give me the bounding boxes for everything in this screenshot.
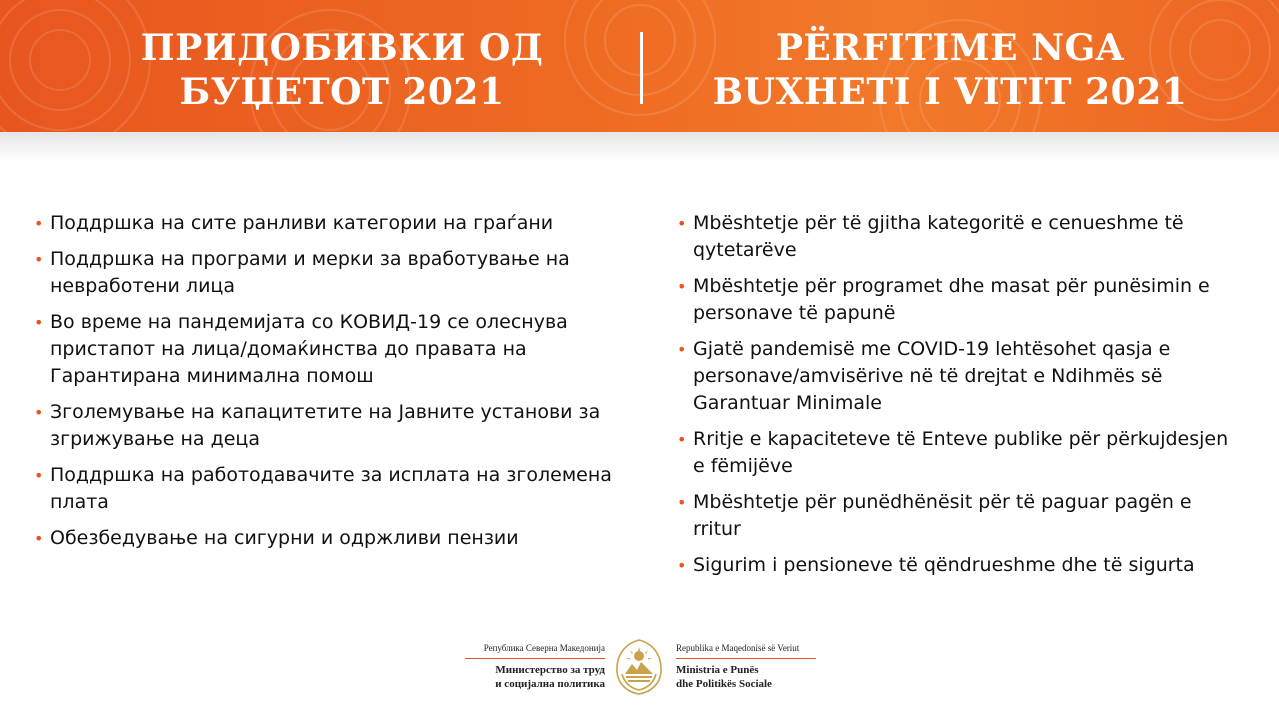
benefits-list-albanian [677, 210, 1237, 588]
bullet-icon: • [34, 250, 44, 269]
list-item-text: Gjatë pandemisë me COVID-19 lehtësohet qasja e personave/amvisërive në të drejtat e Ndihmës së Garantuar Minimale [693, 338, 1171, 414]
ministry-name-albanian [676, 642, 816, 691]
bullet-icon: • [677, 340, 687, 359]
list-item [34, 246, 614, 300]
list-item [34, 462, 614, 516]
list-item-text: Во време на пандемијата со КОВИД-19 се олеснува пристапот на лица/домаќинства до правата на Гарантирана минимална помош [50, 311, 568, 387]
bullet-icon: • [677, 430, 687, 449]
list-item [677, 426, 1237, 480]
ministry-name-macedonian [465, 642, 605, 691]
list-item-text: Зголемување на капацитетите на Јавните установи за згрижување на деца [50, 401, 601, 450]
bullet-icon: • [34, 466, 44, 485]
list-item [677, 489, 1237, 543]
list-item [677, 210, 1237, 264]
title-mk-line-1: ПРИДОБИВКИ ОД [140, 27, 544, 69]
list-item-text: Mbështetje për programet dhe masat për punësimin e personave të papunë [693, 275, 1210, 324]
list-item-text: Rritje e kapaciteteve të Enteve publike për përkujdesjen e fëmijëve [693, 428, 1229, 477]
ministry-footer [0, 630, 1279, 720]
banner-shadow [0, 132, 1279, 162]
list-item [34, 210, 614, 237]
bullet-icon: • [34, 214, 44, 233]
bullet-icon: • [677, 277, 687, 296]
list-item-text: Обезбедување на сигурни и одржливи пензии [50, 527, 519, 549]
ministry-mk-line-2: и социјална политика [495, 678, 605, 690]
title-divider [640, 32, 643, 104]
bullet-icon: • [677, 556, 687, 575]
list-item-text: Поддршка на сите ранливи категории на граѓани [50, 212, 554, 234]
list-item [34, 525, 614, 552]
list-item-text: Sigurim i pensioneve të qëndrueshme dhe të sigurta [693, 554, 1195, 576]
title-albanian [690, 26, 1210, 114]
list-item [677, 273, 1237, 327]
title-sq-line-1: PËRFITIME NGA [775, 27, 1125, 69]
ministry-sq-line-2: dhe Politikës Sociale [676, 678, 772, 690]
bullet-icon: • [34, 529, 44, 548]
title-macedonian [82, 26, 602, 114]
country-name-sq: Republika e Maqedonisë së Veriut [676, 642, 816, 659]
bullet-icon: • [677, 493, 687, 512]
title-mk-line-2: БУЏЕТОТ 2021 [179, 71, 505, 113]
list-item-text: Поддршка на програми и мерки за вработување на невработени лица [50, 248, 570, 297]
header-banner [0, 0, 1279, 132]
bullet-icon: • [34, 403, 44, 422]
ministry-mk-line-1: Министерство за труд [495, 664, 605, 676]
list-item-text: Mbështetje për të gjitha kategoritë e cenueshme të qytetarëve [693, 212, 1184, 261]
list-item [677, 336, 1237, 417]
title-sq-line-2: BUXHETI I VITIT 2021 [712, 71, 1188, 113]
list-item [34, 399, 614, 453]
state-emblem-icon [608, 634, 670, 698]
country-name-mk: Република Северна Македонија [465, 642, 605, 659]
bullet-icon: • [34, 313, 44, 332]
bullet-icon: • [677, 214, 687, 233]
list-item [34, 309, 614, 390]
benefits-list-macedonian [34, 210, 614, 561]
list-item [677, 552, 1237, 579]
list-item-text: Поддршка на работодавачите за исплата на зголемена плата [50, 464, 612, 513]
list-item-text: Mbështetje për punëdhënësit për të paguar pagën e rritur [693, 491, 1192, 540]
ministry-sq-line-1: Ministria e Punës [676, 664, 759, 676]
